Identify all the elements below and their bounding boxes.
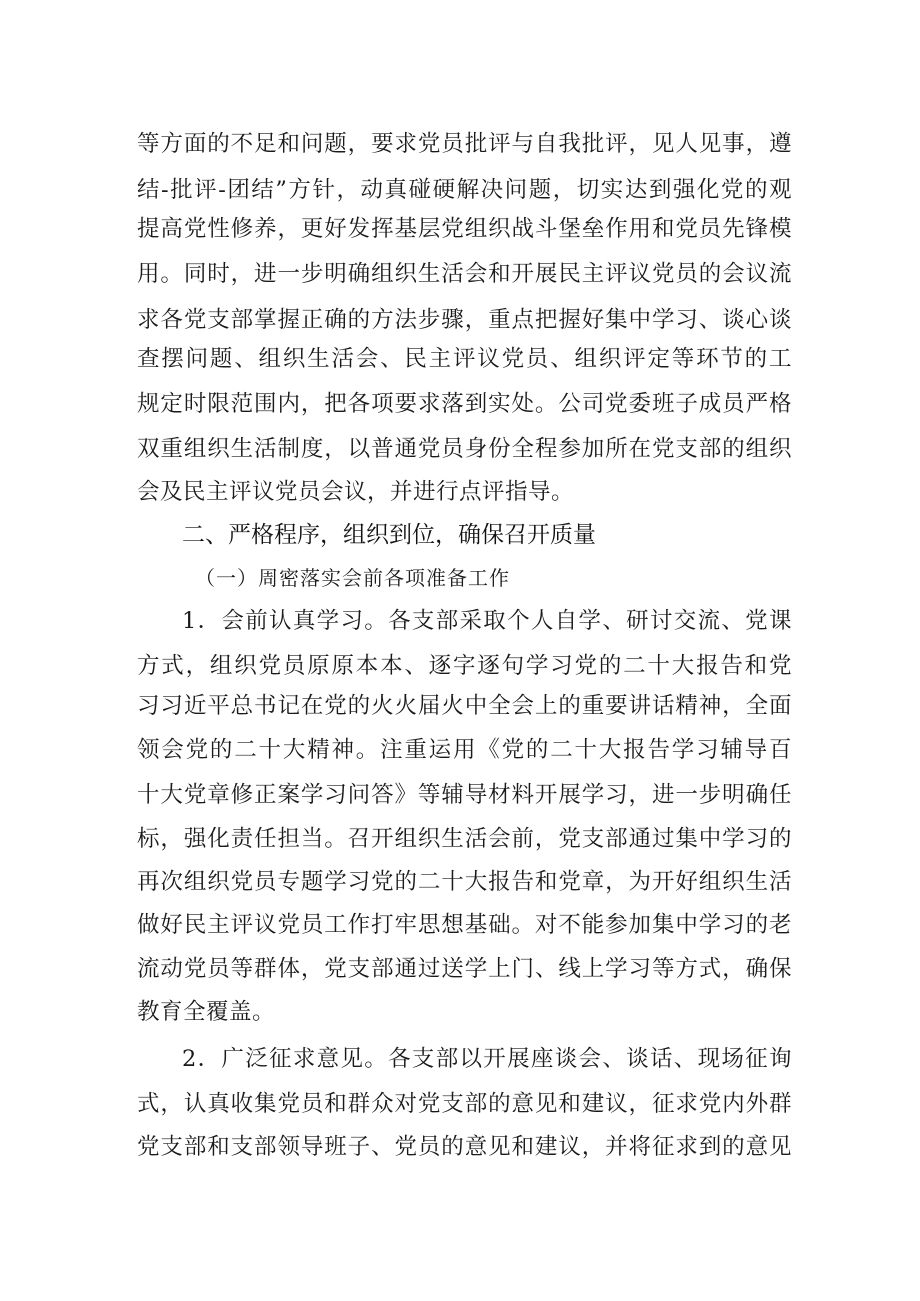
body-text-line: 结-批评-团结”方针，动真碰硬解决问题，切实达到强化党的观 xyxy=(137,177,792,203)
body-text-line: 式，认真收集党员和群众对党支部的意见和建议，征求党内外群 xyxy=(137,1091,792,1117)
body-text-line: 会及民主评议党员会议，并进行点评指导。 xyxy=(137,479,575,505)
body-text-line: 提高党性修养，更好发挥基层党组织战斗堡垒作用和党员先锋模 xyxy=(137,216,792,242)
section-heading: 二、严格程序，组织到位，确保召开质量 xyxy=(182,522,596,548)
body-text-line: 双重组织生活制度，以普通党员身份全程参加所在党支部的组织 xyxy=(137,436,792,462)
body-text-line: 规定时限范围内，把各项要求落到实处。公司党委班子成员严格 xyxy=(137,391,792,417)
body-text-line: 方式，组织党员原原本本、逐字逐句学习党的二十大报告和党 xyxy=(137,653,792,679)
body-text-line: 2．广泛征求意见。各支部以开展座谈会、谈话、现场征询 xyxy=(182,1046,792,1072)
body-text-line: 领会党的二十大精神。注重运用《党的二十大报告学习辅导百 xyxy=(137,737,792,763)
body-text-line: 教育全覆盖。 xyxy=(137,999,276,1025)
body-text-line: 流动党员等群体，党支部通过送学上门、线上学习等方式，确保 xyxy=(137,956,792,982)
body-text-line: 用。同时，进一步明确组织生活会和开展民主评议党员的会议流 xyxy=(137,261,792,287)
body-text-line: 再次组织党员专题学习党的二十大报告和党章，为开好组织生活 xyxy=(137,869,792,895)
body-text-line: 等方面的不足和问题，要求党员批评与自我批评，见人见事，遵 xyxy=(137,131,792,157)
body-text-line: 1．会前认真学习。各支部采取个人自学、研讨交流、党课 xyxy=(182,608,792,634)
body-text-line: 求各党支部掌握正确的方法步骤，重点把握好集中学习、谈心谈 xyxy=(137,307,792,333)
body-text-line: 党支部和支部领导班子、党员的意见和建议，并将征求到的意见 xyxy=(137,1134,792,1160)
body-text-line: 十大党章修正案学习问答》等辅导材料开展学习，进一步明确任 xyxy=(137,782,792,808)
subsection-heading: （一）周密落实会前各项准备工作 xyxy=(195,566,510,590)
body-text-line: 习习近平总书记在党的火火届火中全会上的重要讲话精神，全面 xyxy=(137,693,792,719)
body-text-line: 做好民主评议党员工作打牢思想基础。对不能参加集中学习的老 xyxy=(137,912,792,938)
body-text-line: 标，强化责任担当。召开组织生活会前，党支部通过集中学习的 xyxy=(137,826,792,852)
body-text-line: 查摆问题、组织生活会、民主评议党员、组织评定等环节的工 xyxy=(137,346,792,372)
